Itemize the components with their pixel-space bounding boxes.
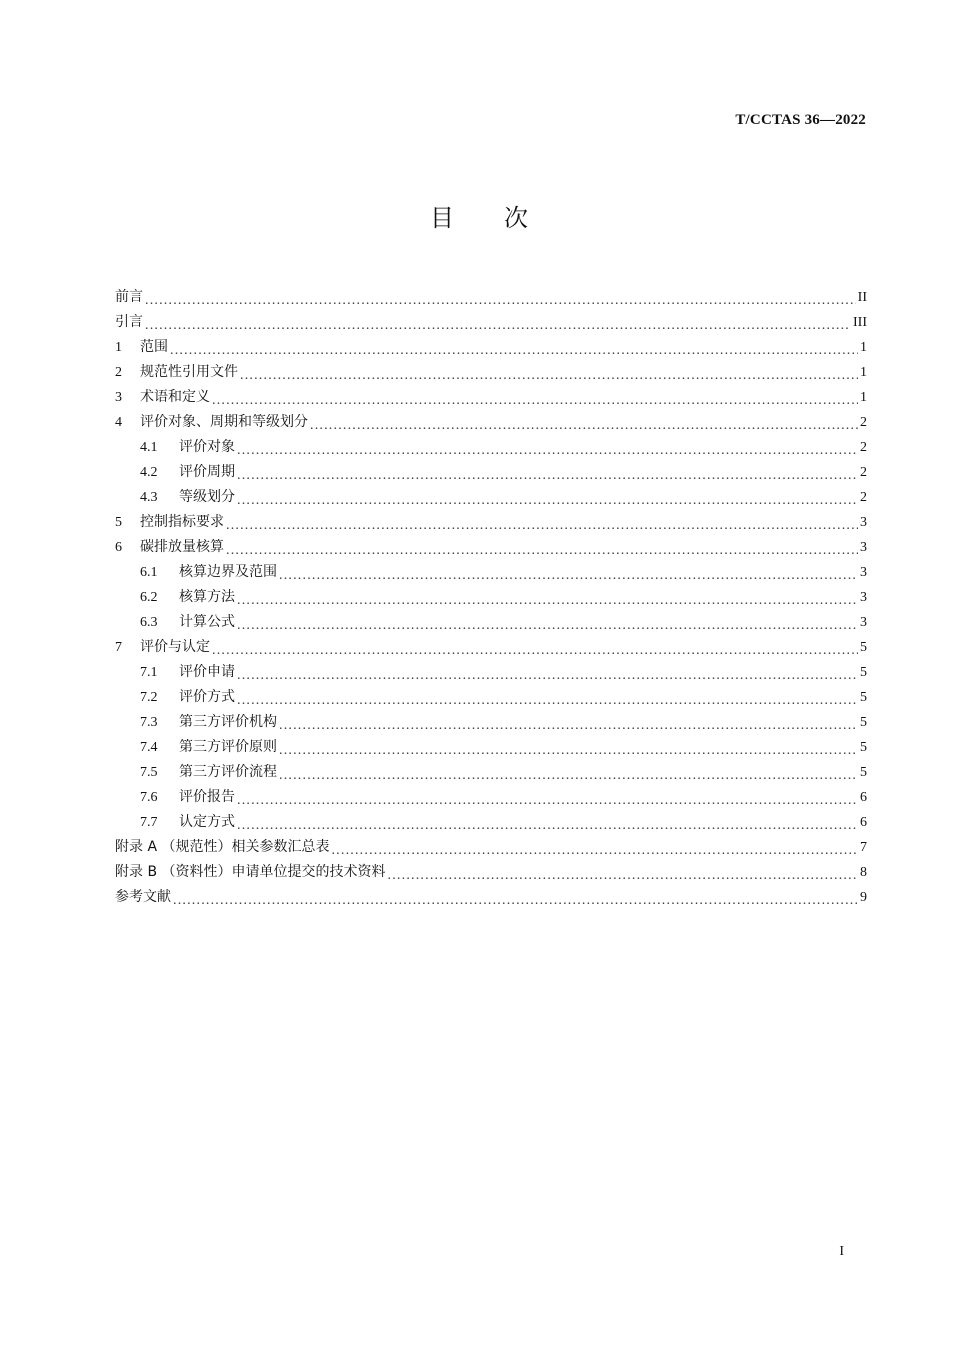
toc-entry-page: 3 [860,615,867,630]
toc-entry-number: 7.1 [140,665,158,680]
toc-dot-leader [237,435,858,460]
toc-entry[interactable] [115,310,867,335]
toc-entry-number: 7.7 [140,815,158,830]
toc-entry-number: 4.3 [140,490,158,505]
toc-entry[interactable] [115,785,867,810]
toc-entry-page: 7 [860,840,867,855]
toc-entry-title: 第三方评价原则 [179,739,277,755]
toc-entry-title: 附录 B （资料性）申请单位提交的技术资料 [115,864,386,880]
toc-entry-title: 认定方式 [179,814,235,830]
toc-dot-leader [145,285,856,310]
toc-entry-page: 5 [860,640,867,655]
toc-entry-title: 规范性引用文件 [140,364,238,380]
toc-entry[interactable] [115,485,867,510]
toc-entry[interactable] [115,335,867,360]
toc-entry-number: 5 [115,515,122,530]
toc-dot-leader [279,760,858,785]
toc-entry-title: 等级划分 [179,489,235,505]
toc-entry-title: 前言 [115,289,143,305]
toc-entry-number: 6.1 [140,565,158,580]
toc-entry-number: 2 [115,365,122,380]
toc-entry[interactable] [115,685,867,710]
standard-code: T/CCTAS 36—2022 [735,112,866,128]
toc-entry-page: 6 [860,790,867,805]
toc-entry-title: 控制指标要求 [140,514,224,530]
toc-title-char-2: 次 [504,204,528,232]
toc-entry-title: 核算边界及范围 [179,564,277,580]
toc-dot-leader [212,635,858,660]
toc-entry-page: III [853,315,867,330]
toc-entry[interactable] [115,810,867,835]
toc-dot-leader [226,535,858,560]
toc-entry[interactable] [115,460,867,485]
toc-title [0,198,958,233]
toc-entry-title: 术语和定义 [140,389,210,405]
toc-entry-title: 碳排放量核算 [140,539,224,555]
toc-entry[interactable] [115,510,867,535]
toc-entry-number: 6.3 [140,615,158,630]
toc-entry-page: 5 [860,690,867,705]
toc-entry[interactable] [115,835,867,860]
toc-entry[interactable] [115,410,867,435]
toc-entry-number: 7.6 [140,790,158,805]
toc-entry-page: II [857,290,867,305]
toc-dot-leader [212,385,858,410]
toc-dot-leader [226,510,858,535]
toc-entry-page: 5 [860,715,867,730]
toc-entry[interactable] [115,560,867,585]
toc-dot-leader [388,860,858,885]
toc-dot-leader [237,685,858,710]
toc-entry-page: 2 [860,465,867,480]
toc-entry-title: 核算方法 [179,589,235,605]
toc-entry-page: 3 [860,590,867,605]
toc-entry[interactable] [115,735,867,760]
toc-entry-title: 评价对象、周期和等级划分 [140,414,308,430]
toc-entry-title: 范围 [140,339,168,355]
toc-entry-number: 7.5 [140,765,158,780]
toc-dot-leader [279,735,858,760]
toc-entry-page: 3 [860,540,867,555]
toc-entry-title: 附录 A （规范性）相关参数汇总表 [115,839,330,855]
toc-entry-title: 引言 [115,314,143,330]
toc-dot-leader [237,585,858,610]
toc-dot-leader [145,310,851,335]
toc-dot-leader [237,610,858,635]
toc-entry-number: 7.4 [140,740,158,755]
toc-entry[interactable] [115,610,867,635]
toc-dot-leader [237,660,858,685]
toc-dot-leader [279,560,858,585]
toc-entry-page: 1 [860,390,867,405]
toc-title-char-1: 目 [430,204,454,232]
toc-entry-number: 4.1 [140,440,158,455]
toc-entry-title: 评价方式 [179,689,235,705]
toc-entry[interactable] [115,535,867,560]
toc-entry[interactable] [115,435,867,460]
toc-entry-page: 9 [860,890,867,905]
page-number: I [839,1244,844,1259]
toc-dot-leader [310,410,858,435]
toc-dot-leader [279,710,858,735]
toc-entry[interactable] [115,285,867,310]
toc-entry[interactable] [115,710,867,735]
toc-entry[interactable] [115,360,867,385]
toc-entry-title: 评价对象 [179,439,235,455]
toc-entry-page: 2 [860,415,867,430]
toc-entry-title: 计算公式 [179,614,235,630]
toc-entry-page: 3 [860,565,867,580]
toc-entry-title: 评价与认定 [140,639,210,655]
toc-entry-page: 2 [860,440,867,455]
toc-entry-number: 4.2 [140,465,158,480]
toc-dot-leader [237,810,858,835]
toc-entry-title: 参考文献 [115,889,171,905]
toc-entry-title: 第三方评价机构 [179,714,277,730]
toc-entry-title: 评价周期 [179,464,235,480]
toc-dot-leader [240,360,858,385]
toc-entry-number: 6 [115,540,122,555]
toc-dot-leader [237,785,858,810]
toc-entry-number: 3 [115,390,122,405]
toc-entry-number: 6.2 [140,590,158,605]
toc-entry-number: 7 [115,640,122,655]
toc-entry[interactable] [115,885,867,910]
toc-entry-page: 5 [860,665,867,680]
toc-entry-page: 5 [860,740,867,755]
toc-entry-page: 8 [860,865,867,880]
toc-entry[interactable] [115,635,867,660]
toc-entry-page: 6 [860,815,867,830]
toc-entry-title: 评价申请 [179,664,235,680]
toc-entry-number: 7.3 [140,715,158,730]
toc-entry-page: 5 [860,765,867,780]
toc-dot-leader [237,460,858,485]
toc-dot-leader [331,835,858,860]
toc-entry-page: 1 [860,340,867,355]
toc-entry-page: 2 [860,490,867,505]
toc-entry-page: 3 [860,515,867,530]
toc-entry[interactable] [115,760,867,785]
toc-entry-number: 4 [115,415,122,430]
toc-entry-title: 第三方评价流程 [179,764,277,780]
toc-entry-number: 1 [115,340,122,355]
toc-entry-number: 7.2 [140,690,158,705]
toc-entry[interactable] [115,860,867,885]
toc-dot-leader [173,885,858,910]
toc-entry[interactable] [115,585,867,610]
table-of-contents [115,285,867,910]
toc-entry-page: 1 [860,365,867,380]
toc-entry-title: 评价报告 [179,789,235,805]
toc-entry[interactable] [115,385,867,410]
toc-dot-leader [170,335,858,360]
toc-entry[interactable] [115,660,867,685]
toc-dot-leader [237,485,858,510]
